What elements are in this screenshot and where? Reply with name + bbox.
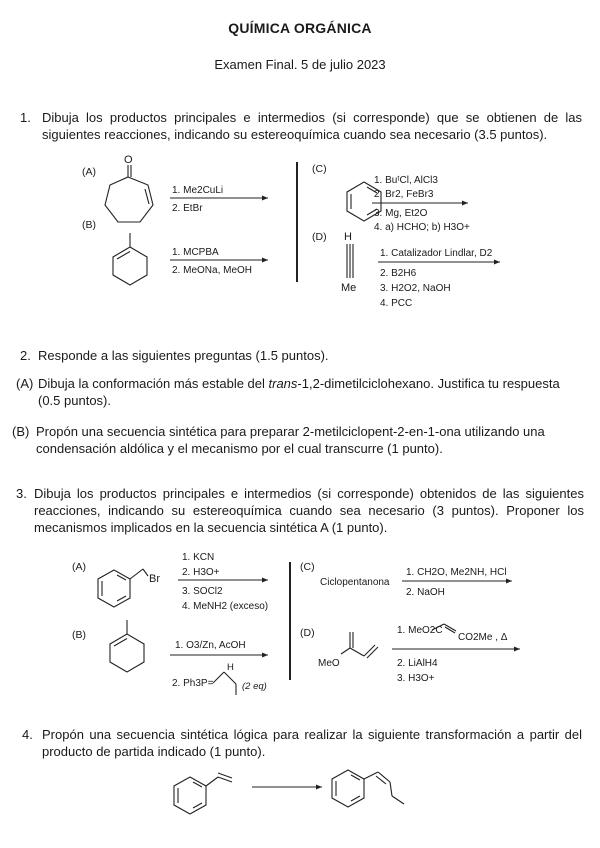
q3-d-reagent-2: 2. LiAlH4: [397, 658, 438, 669]
q4-number: 4.: [22, 727, 33, 742]
q1-c-reagent-3: 3. Mg, Et2O: [374, 208, 428, 219]
q1-c-reagent-4: 4. a) HCHO; b) H3O+: [374, 222, 470, 233]
q3-number: 3.: [16, 486, 27, 501]
methoxy-group: MeO: [318, 658, 340, 669]
q3-d-reagent-3: 3. H3O+: [397, 673, 435, 684]
oxygen-atom: O: [124, 154, 133, 166]
q2-number: 2.: [20, 348, 31, 363]
q3-b-label: (B): [72, 629, 86, 641]
q2-a-text-italic: trans: [268, 376, 298, 391]
q1-b-label: (B): [82, 219, 96, 231]
q2-a-label: (A): [16, 376, 34, 391]
q1-a-reagent-1: 1. Me2CuLi: [172, 185, 224, 196]
styrene-structure: [174, 773, 232, 814]
q3-a-reagent-1: 1. KCN: [182, 552, 215, 563]
q4-arrowhead: [316, 785, 322, 790]
q3-a-reagent-3: 3. SOCl2: [182, 586, 223, 597]
exam-title: QUÍMICA ORGÁNICA: [228, 20, 372, 36]
q2-a-text-post: -1,2-dimetilciclohexano. Justifica tu respuesta (0.5 puntos).: [38, 376, 560, 408]
q1-d-reagent-2: 2. B2H6: [380, 268, 417, 279]
q2-a-text-pre: Dibuja la conformación más estable del: [38, 376, 269, 391]
q1-c-reagent-1: 1. BuᵗCl, AlCl3: [374, 175, 438, 186]
bromine-atom: Br: [149, 573, 160, 585]
q1-c-reagent-2: 2. Br2, FeBr3: [374, 189, 434, 200]
q1-number: 1.: [20, 110, 31, 125]
q1-d-label: (D): [312, 231, 327, 243]
q3-c-substrate: Ciclopentanona: [320, 577, 390, 588]
q3-d-reagent-1b: CO2Me , Δ: [458, 632, 508, 643]
q2-b-label: (B): [12, 424, 30, 439]
z-butenylbenzene-structure: [332, 770, 404, 807]
q1-d-reagent-3: 3. H2O2, NaOH: [380, 283, 451, 294]
q3-c-reagent-1: 1. CH2O, Me2NH, HCl: [406, 567, 507, 578]
ylide-equivalents: (2 eq): [242, 681, 267, 692]
q3-a-reagent-2: 2. H3O+: [182, 567, 220, 578]
q1-text: Dibuja los productos principales e intermedios (si corresponde) que se obtienen de las siguientes reacciones, indicando su estereoquímica cuando sea necesario (3.5 puntos).: [42, 110, 582, 142]
q3-b-reagent-1: 1. O3/Zn, AcOH: [175, 640, 246, 651]
q3-text: Dibuja los productos principales e intermedios (si corresponde) obtenidos de las siguientes reacciones, indicando su estereoquímica cuando sea necesario (3 puntos). Proponer los mecanismos implicados en la secuencia sintética A (1 punto).: [34, 486, 584, 535]
q4-text: Propón una secuencia sintética lógica para realizar la siguiente transformación a partir del producto de partida indicado (1 punto).: [42, 727, 582, 759]
q3-d-reagent-1: 1. MeO2C: [397, 625, 443, 636]
q3-d-label: (D): [300, 627, 315, 639]
q1-b-reagent-2: 2. MeONa, MeOH: [172, 265, 253, 276]
hydrogen-atom: H: [344, 231, 352, 243]
q1-b-reagent-1: 1. MCPBA: [172, 247, 219, 258]
q2-b-text: Propón una secuencia sintética para preparar 2-metilciclopent-2-en-1-ona utilizando una condensación aldólica y el mecanismo por el cual transcurre (1 punto).: [36, 424, 545, 456]
q2-text: Responde a las siguientes preguntas (1.5 puntos).: [38, 348, 329, 363]
q1-d-reagent-4: 4. PCC: [380, 298, 413, 309]
q1-d-reagent-1: 1. Catalizador Lindlar, D2: [380, 248, 493, 259]
q3-a-label: (A): [72, 561, 86, 573]
q3-c-reagent-2: 2. NaOH: [406, 587, 445, 598]
q3-c-label: (C): [300, 561, 315, 573]
ylide-hydrogen: H: [227, 662, 234, 673]
methyl-group: Me: [341, 282, 357, 294]
q1-a-reagent-2: 2. EtBr: [172, 203, 203, 214]
q3-b-reagent-2: 2. Ph3P=: [172, 678, 214, 689]
q1-a-label: (A): [82, 166, 96, 178]
q1-c-label: (C): [312, 163, 327, 175]
exam-subtitle: Examen Final. 5 de julio 2023: [214, 57, 386, 72]
q3-a-reagent-4: 4. MeNH2 (exceso): [182, 601, 269, 612]
